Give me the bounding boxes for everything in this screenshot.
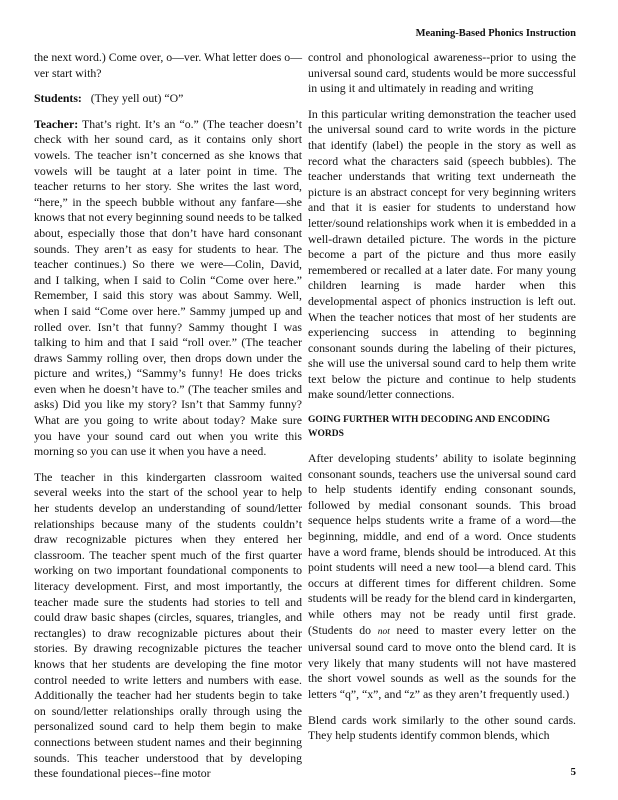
left-column bbox=[34, 50, 302, 792]
section-heading: GOING FURTHER WITH DECODING AND ENCODING WORDS bbox=[308, 415, 551, 440]
speaker-label-teacher: Teacher: bbox=[34, 116, 79, 131]
paragraph: the next word.) Come over, o—ver. What letter does o—ver start with? bbox=[34, 50, 302, 80]
running-head: Meaning-Based Phonics Instruction bbox=[415, 28, 576, 39]
dialogue-text: That’s right. It’s an “o.” (The teacher doesn’t check with her sound card, as it contains only short vowels. The teacher isn’t concerned as she knows that vowels will be taught at a later point in time. The teacher returns to her story. She writes the last word, “here,” in the speech bubble without any fanfare—she knows that not every beginning sound needs to be talked about, especially those that don’t have hard consonant sounds. They aren’t as easy for students to hear. The teacher continues.) So there we were—Colin, David, and I talking, when I said to Colin “Come over here.” Remember, I said this story was about Sammy. Well, when I said “Come over here.” Sammy jumped up and rolled over. Isn’t that funny? Sammy thought I was talking to him and that I said “roll over.” (The teacher draws Sammy rolling over, then drops down under the picture and writes,) “Sammy’s funny! He does tricks even when he doesn’t have to.” (The teacher smiles and asks) Did you like my story? Isn’t that Sammy funny? What are you going to write about today? Make sure you have your sound card out when you write this morning so you can use it when you have a need. bbox=[34, 116, 302, 459]
page-number: 5 bbox=[570, 766, 576, 778]
paragraph: The teacher in this kindergarten classroom waited several weeks into the start of the school year to help her students develop an understanding of sound/letter relationships because many of the students couldn’t draw recognizable pictures when they entered her classroom. The teacher spent much of the first quarter working on two important foundational components to literacy development. First, and most importantly, the teacher made sure the students had stories to tell and could draw basic shapes (circles, squares, triangles, and rectangles) to draw recognizable pictures about their stories. By drawing recognizable pictures the teacher knows that her students are developing the fine motor control needed to write letters and numbers with ease. Additionally the teacher had her students begin to take on sound/letter relationships orally through using the personalized sound card to help them begin to make connections between student names and their beginning sounds. This teacher understood that by developing these foundational pieces--fine motor bbox=[34, 469, 302, 781]
dialogue-text: (They yell out) “O” bbox=[90, 91, 184, 106]
paragraph: Blend cards work similarly to the other sound cards. They help students identify common blends, which bbox=[308, 712, 576, 743]
right-column bbox=[308, 50, 576, 754]
paragraph: In this particular writing demonstration the teacher used the universal sound card to write words in the picture that identify (label) the people in the story as well as record what the characters said (speech bubbles). The teacher understands that writing text underneath the picture is an abstract concept for very beginning writers and that it is easier for students to understand how letter/sound relationships work when it is embedded in a well-drawn detailed picture. The words in the picture become a part of the picture and thus more easily remembered or recalled at a later date. For many young children learning is made harder when this developmental aspect of phonics instruction is left out. When the teacher notices that most of her students are experiencing success in attending to beginning consonant sounds during the labeling of their pictures, she will use the universal sound card to help them write text below the picture and continue to help students make sound/letter connections. bbox=[308, 106, 576, 402]
paragraph-text: need to master every letter on the universal sound card to move onto the blend card. It is very likely that many students will not have mastered the short vowel sounds as well as the sounds for the letters “q”, “x”, and “z” as they aren’t frequently used.) bbox=[308, 622, 576, 701]
speaker-label-students: Students: bbox=[34, 91, 82, 106]
dialogue-line-students bbox=[34, 91, 302, 107]
dialogue-line-teacher bbox=[34, 117, 302, 460]
paragraph-text: After developing students’ ability to isolate beginning consonant sounds, teachers use the universal sound card to help students identify ending consonant sounds, followed by medial consonant sounds. This broad sequence helps students write a frame of a word—the beginning, middle, and end of a word. Once students have a word frame, blends should be introduced. At this point students will need a new tool—a blend card. This occurs at different times for different children. Some students will be ready for the blend card in kindergarten, while others may not be ready until first grade. (Students do bbox=[308, 451, 576, 637]
paragraph bbox=[308, 451, 576, 703]
emphasis-not: not bbox=[377, 626, 390, 637]
paragraph: control and phonological awareness--prior to using the universal sound card, students would be more successful in using it and ultimately in reading and writing bbox=[308, 50, 576, 96]
